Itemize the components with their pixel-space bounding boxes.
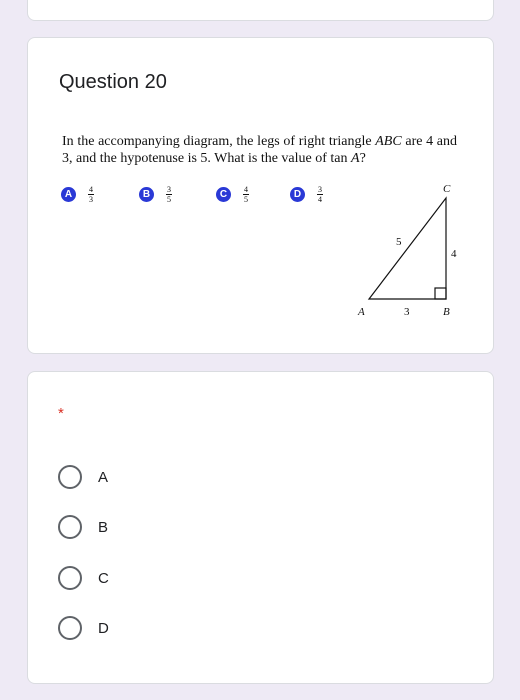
question-text-part-1: In the accompanying diagram, the legs of right triangle bbox=[62, 134, 376, 149]
side-label-hypotenuse: 5 bbox=[396, 236, 402, 248]
choice-c bbox=[216, 182, 249, 206]
radio-button[interactable] bbox=[58, 616, 82, 640]
answer-card bbox=[27, 371, 494, 684]
fraction-numerator: 4 bbox=[244, 184, 248, 194]
triangle-shape bbox=[369, 198, 446, 299]
previous-question-card bbox=[27, 0, 494, 21]
fraction-numerator: 4 bbox=[89, 184, 93, 194]
question-card bbox=[27, 37, 494, 354]
required-indicator: * bbox=[58, 405, 64, 422]
vertex-label-b: B bbox=[443, 306, 450, 318]
choice-letter-bubble: B bbox=[139, 187, 154, 202]
fraction-numerator: 3 bbox=[318, 184, 322, 194]
side-label-base: 3 bbox=[404, 306, 410, 318]
option-label[interactable]: B bbox=[98, 518, 109, 536]
choice-d bbox=[290, 182, 323, 206]
choice-fraction bbox=[243, 185, 249, 204]
answer-choices bbox=[61, 182, 361, 206]
choice-fraction bbox=[317, 185, 323, 204]
radio-button[interactable] bbox=[58, 515, 82, 539]
choice-b bbox=[139, 182, 172, 206]
choice-fraction bbox=[166, 185, 172, 204]
right-angle-marker bbox=[435, 288, 446, 299]
choice-letter-bubble: A bbox=[61, 187, 76, 202]
side-label-vertical: 4 bbox=[451, 248, 457, 260]
option-a[interactable] bbox=[58, 464, 108, 490]
fraction-denominator: 4 bbox=[318, 194, 322, 204]
choice-letter-bubble: D bbox=[290, 187, 305, 202]
fraction-denominator: 5 bbox=[244, 194, 248, 204]
option-label[interactable]: A bbox=[98, 468, 109, 486]
vertex-label-a: A bbox=[358, 306, 365, 318]
option-label[interactable]: C bbox=[98, 569, 109, 587]
choice-a bbox=[61, 182, 94, 206]
question-text-part-3: ? bbox=[359, 151, 366, 166]
radio-button[interactable] bbox=[58, 465, 82, 489]
vertex-label-c: C bbox=[443, 183, 451, 195]
question-text-part-2: are 4 and 3, and the hypotenuse is 5. What is the value of tan bbox=[62, 134, 457, 166]
fraction-denominator: 5 bbox=[167, 194, 171, 204]
option-b[interactable] bbox=[58, 514, 108, 540]
fraction-denominator: 3 bbox=[89, 194, 93, 204]
question-title: Question 20 bbox=[59, 71, 167, 93]
option-c[interactable] bbox=[58, 565, 109, 591]
choice-letter-bubble: C bbox=[216, 187, 231, 202]
triangle-name: ABC bbox=[375, 134, 402, 149]
radio-button[interactable] bbox=[58, 566, 82, 590]
right-triangle-diagram bbox=[356, 178, 466, 323]
choice-fraction bbox=[88, 185, 94, 204]
option-d[interactable] bbox=[58, 615, 109, 641]
option-label[interactable]: D bbox=[98, 619, 109, 637]
angle-name: A bbox=[351, 151, 360, 166]
question-text bbox=[62, 133, 457, 167]
fraction-numerator: 3 bbox=[167, 184, 171, 194]
